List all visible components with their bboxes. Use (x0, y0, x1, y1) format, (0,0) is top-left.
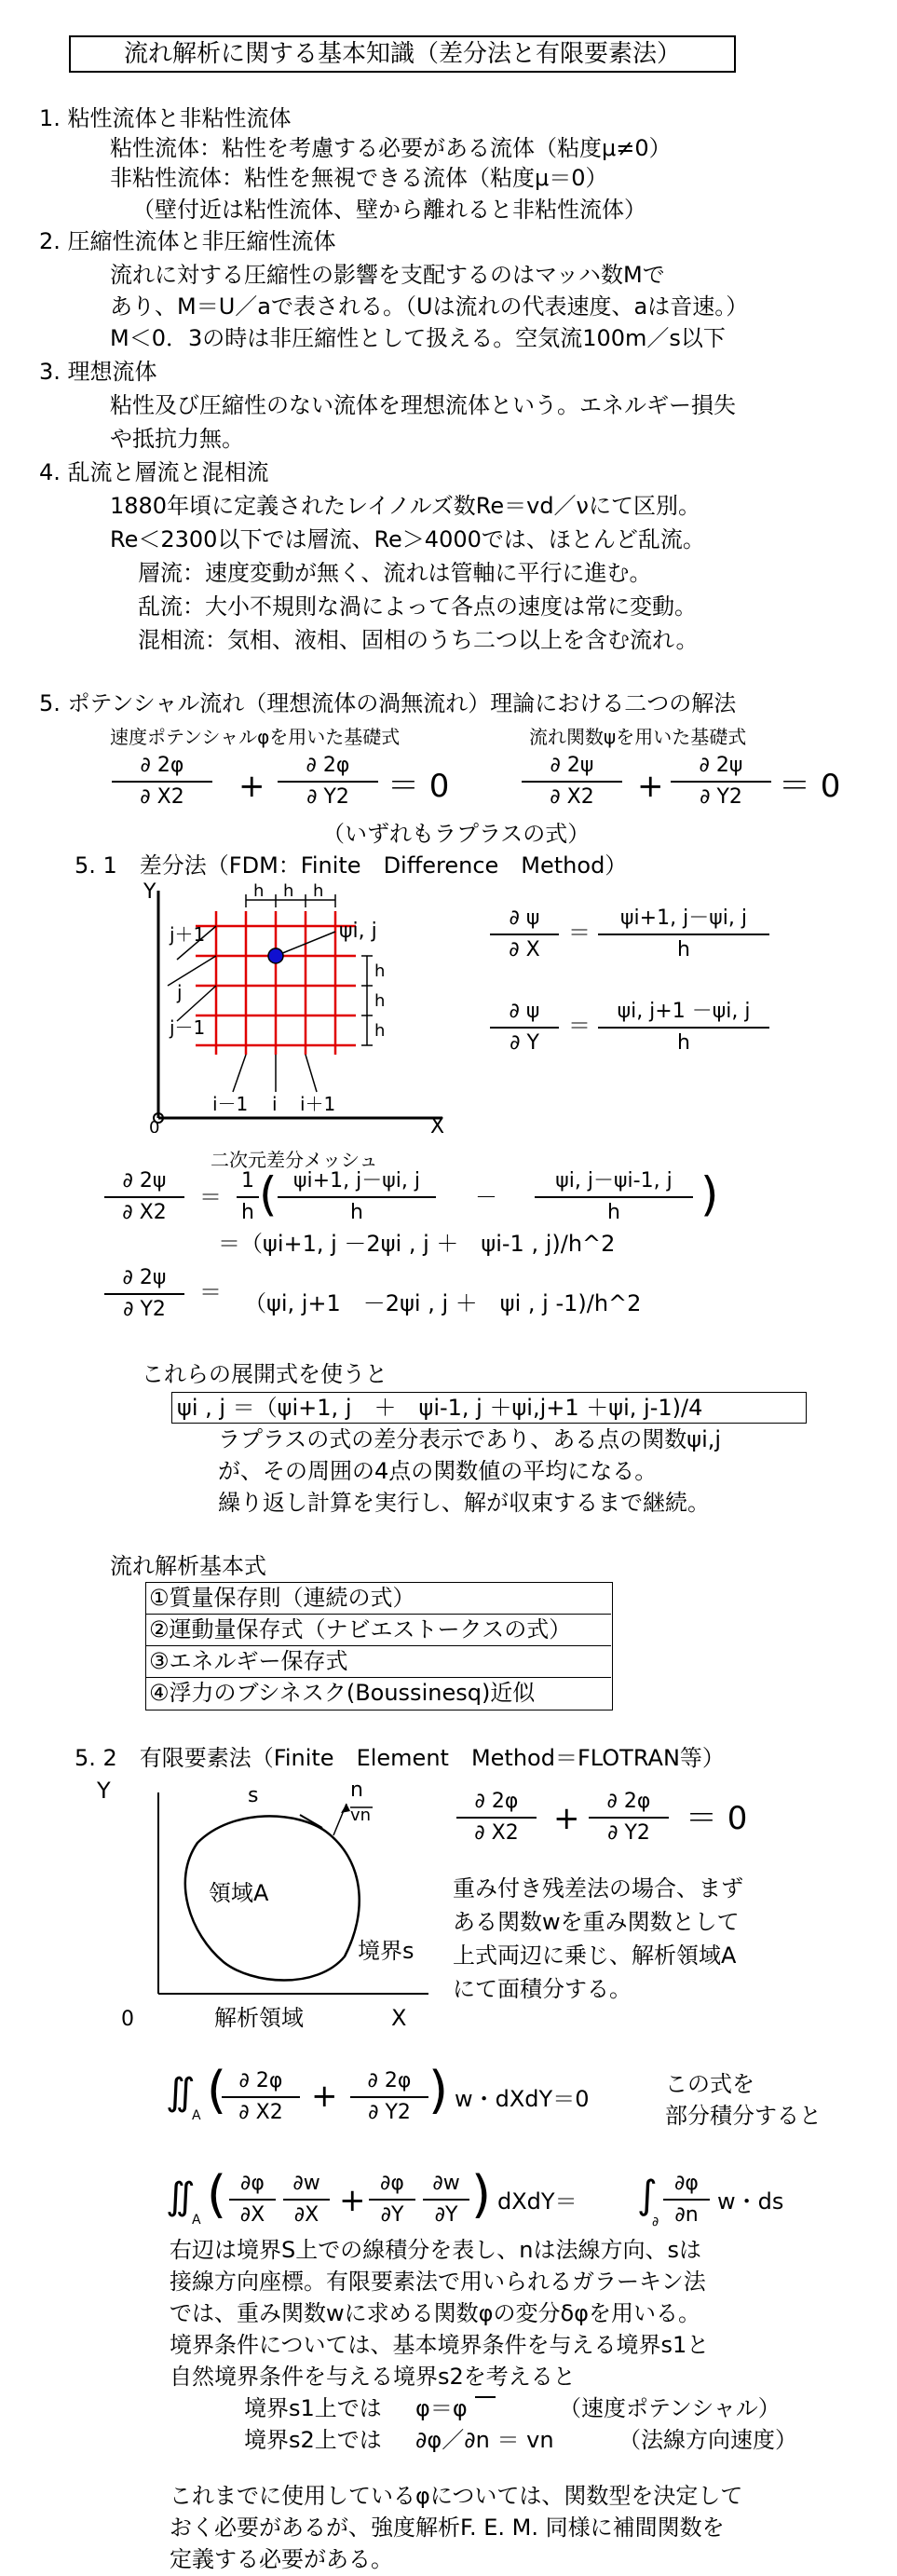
double-integral-symbol: ∬ (166, 2071, 196, 2114)
section-3-line-1: 粘性及び圧縮性のない流体を理想流体という。エネルギー損失 (110, 392, 736, 418)
term-2-denominator: h (607, 1201, 620, 1224)
phi-xx-denominator: ∂ X2 (140, 785, 184, 809)
int-phi-yy-denominator: ∂ Y2 (368, 2101, 411, 2124)
grad-phi-y-denominator: ∂Y (380, 2203, 404, 2227)
section-1-heading: 1. 粘性流体と非粘性流体 (39, 105, 292, 131)
index-leader-lines (168, 926, 335, 1092)
equals-zero: ＝ 0 (387, 768, 450, 805)
double-integral-symbol: ∬ (166, 2175, 196, 2218)
psi-yy-numerator: ∂ 2ψ (699, 754, 743, 777)
dpsi-dy-rhs-numerator: ψi, j+1 －ψi, j (617, 1000, 751, 1023)
integral-2-middle: dXdY＝ (497, 2188, 578, 2215)
analysis-domain-label: 解析領域 (214, 2005, 304, 2031)
grad-phi-y-fraction (369, 2171, 415, 2228)
one-over-h-fraction (237, 1168, 259, 1226)
fem-laplace-y-denominator: ∂ Y2 (607, 1821, 650, 1845)
integral-2-tail: w・ds (717, 2188, 784, 2215)
fem-paragraph-line-2: 接線方向座標。有限要素法で用いられるガラーキン法 (170, 2269, 706, 2295)
dpsi-dy-denominator: ∂ Y (510, 1031, 539, 1055)
d2psi-dx2-fraction (104, 1168, 184, 1226)
boundary-flux-denominator: ∂n (674, 2203, 699, 2227)
phi-yy-fraction (278, 753, 378, 811)
equals-sign: ＝ (568, 1013, 591, 1039)
equals-zero: ＝ 0 (779, 768, 841, 805)
dpsi-dx-rhs-denominator: h (677, 938, 690, 961)
boundary-s2-equation: ∂φ／∂n ＝ vn (415, 2427, 554, 2453)
phi-equation-caption: 速度ポテンシャルφを用いた基礎式 (110, 726, 401, 748)
line-integral-subscript: ∂ (652, 2215, 659, 2229)
int-phi-xx-fraction (222, 2068, 300, 2126)
j-minus-1-label: j－1 (170, 1016, 206, 1039)
psi-xx-denominator: ∂ X2 (550, 785, 594, 809)
section-4-line-3: 層流：速度変動が無く、流れは管軸に平行に進む。 (138, 560, 652, 586)
int-phi-yy-numerator: ∂ 2φ (367, 2069, 412, 2092)
dpsi-dy-fraction (490, 999, 559, 1056)
dpsi-dy-rhs-fraction (598, 999, 769, 1056)
fdm-heading: 5. 1 差分法（FDM：Finite Difference Method） (75, 852, 628, 879)
int-phi-xx-denominator: ∂ X2 (238, 2101, 283, 2124)
integral-1-note-1: この式を (665, 2071, 754, 2097)
fem-axis-x-label: X (391, 2005, 407, 2031)
basic-equations-heading: 流れ解析基本式 (110, 1553, 266, 1579)
plus-sign: + (553, 1800, 580, 1837)
h-label-side-3: h (374, 1021, 386, 1041)
plus-sign: + (637, 768, 664, 805)
boundary-flux-numerator: ∂φ (674, 2172, 699, 2195)
fem-origin-label: 0 (121, 2008, 134, 2031)
int-phi-yy-fraction (350, 2068, 428, 2126)
d2psi-dy2-numerator: ∂ 2ψ (122, 1266, 167, 1289)
basic-item-2: ②運動量保存式（ナビエストークスの式） (149, 1616, 572, 1642)
boundary-s-label: 境界s (358, 1938, 415, 1964)
h-label-side-2: h (374, 991, 386, 1011)
grad-phi-x-denominator: ∂X (239, 2203, 265, 2227)
basic-item-4: ④浮力のブシネスク(Boussinesq)近似 (149, 1680, 536, 1706)
dpsi-dy-numerator: ∂ ψ (509, 1000, 540, 1023)
psi-ij-label: ψi, j (339, 920, 377, 943)
section-1-line-3: （壁付近は粘性流体、壁から離れると非粘性流体） (132, 197, 646, 223)
left-paren: ( (259, 1167, 278, 1221)
mesh-caption: 二次元差分メッシュ (211, 1149, 378, 1171)
vn-label: vn (350, 1806, 372, 1825)
d2psi-dy2-fraction (104, 1265, 184, 1323)
fem-paragraph-line-3: では、重み関数wに求める関数φの変分δφを用いる。 (170, 2300, 700, 2326)
basic-item-3: ③エネルギー保存式 (149, 1648, 348, 1674)
h-label-top-1: h (253, 881, 265, 901)
section-2-line-1: 流れに対する圧縮性の影響を支配するのはマッハ数Mで (110, 262, 665, 288)
fem-paragraph-line-1: 右辺は境界S上での線積分を表し、nは法線方向、sは (170, 2237, 701, 2263)
i-label: i (272, 1093, 278, 1115)
grad-w-y-denominator: ∂Y (434, 2203, 458, 2227)
node-point-ij (268, 948, 283, 963)
h-dimension-marks (246, 894, 373, 1045)
explanation-line-1: ラプラスの式の差分表示であり、ある点の関数ψi,j (218, 1426, 722, 1452)
equals-sign: ＝ (199, 1184, 222, 1210)
integral-2-domain-subscript: A (192, 2213, 201, 2228)
phi-yy-numerator: ∂ 2φ (306, 754, 350, 777)
page-title: 流れ解析に関する基本知識（差分法と有限要素法） (69, 35, 736, 73)
dpsi-dx-rhs-fraction (598, 906, 769, 963)
grad-phi-x-numerator: ∂φ (240, 2172, 265, 2195)
h-denominator: h (241, 1201, 254, 1224)
section-1-line-1: 粘性流体：粘性を考慮する必要がある流体（粘度μ≠0） (110, 135, 672, 161)
h-label-side-1: h (374, 961, 386, 981)
dpsi-dy-rhs-denominator: h (677, 1031, 690, 1055)
fem-axis-y-label: Y (97, 1778, 111, 1804)
section-2-heading: 2. 圧縮性流体と非圧縮性流体 (39, 228, 336, 254)
grad-w-x-fraction (283, 2171, 330, 2228)
d2psi-dx2-denominator: ∂ X2 (122, 1201, 167, 1224)
equals-zero: ＝ 0 (686, 1800, 748, 1837)
domain-a-label: 領域A (209, 1880, 269, 1906)
section-4-heading: 4. 乱流と層流と混相流 (39, 459, 269, 485)
term-2-numerator: ψi, j－ψi-1, j (555, 1169, 673, 1193)
fem-domain-diagram (93, 1770, 438, 2031)
phi-yy-denominator: ∂ Y2 (306, 785, 349, 809)
closing-line-2: おく必要があるが、強度解析F. E. M. 同様に補間関数を (170, 2515, 725, 2541)
fdm-mesh-diagram (140, 881, 456, 1133)
closing-line-3: 定義する必要がある。 (170, 2546, 393, 2572)
section-1-line-2: 非粘性流体：粘性を無視できる流体（粘度μ＝0） (110, 165, 608, 191)
dpsi-dx-denominator: ∂ X (509, 938, 540, 961)
closing-line-1: これまでに使用しているφについては、関数型を決定して (170, 2483, 743, 2509)
h-label-top-3: h (313, 881, 324, 901)
explanation-line-2: が、その周囲の4点の関数値の平均になる。 (218, 1458, 658, 1484)
grad-w-y-fraction (423, 2171, 469, 2228)
phi-xx-numerator: ∂ 2φ (140, 754, 184, 777)
weighted-residual-line-1: 重み付き残差法の場合、まず (453, 1875, 743, 1901)
section-4-line-2: Re＜2300以下では層流、Re＞4000では、ほとんど乱流。 (110, 526, 705, 552)
weighted-residual-line-4: にて面積分する。 (453, 1976, 632, 2002)
d2y-expansion: （ψi, j+1 －2ψi , j ＋ ψi , j -1)/h^2 (244, 1290, 642, 1316)
tangent-s-label: s (248, 1784, 259, 1807)
integral-1-note-2: 部分積分すると (665, 2103, 822, 2129)
fdm-axis-y-label: Y (143, 881, 156, 904)
section-2-line-3: M＜0．3の時は非圧縮性として扱える。空気流100m／s以下 (110, 325, 726, 351)
psi-yy-fraction (671, 753, 771, 811)
boxed-equation: ψi , j ＝（ψi+1, j ＋ ψi-1, j ＋ψi,j+1 ＋ψi, j-1)/4 (177, 1395, 703, 1421)
term-1-fraction (278, 1168, 436, 1226)
d2psi-dy2-denominator: ∂ Y2 (123, 1298, 166, 1321)
fem-laplace-y-numerator: ∂ 2φ (606, 1790, 651, 1813)
minus-sign: － (475, 1184, 497, 1210)
fem-paragraph-line-4: 境界条件については、基本境界条件を与える境界s1と (170, 2332, 710, 2358)
int-phi-xx-numerator: ∂ 2φ (238, 2069, 283, 2092)
d2x-expansion: ＝（ψi+1, j －2ψi , j ＋ ψi-1 , j)/h^2 (218, 1231, 616, 1257)
dpsi-dx-numerator: ∂ ψ (509, 906, 540, 930)
term-1-numerator: ψi+1, j－ψi, j (293, 1169, 420, 1193)
plus-sign: + (238, 768, 265, 805)
psi-xx-fraction (522, 753, 622, 811)
fem-laplace-x-fraction (456, 1789, 537, 1847)
grad-phi-x-fraction (229, 2171, 276, 2228)
plus-sign: + (311, 2078, 338, 2115)
dpsi-dx-fraction (490, 906, 559, 963)
one-numerator: 1 (241, 1169, 254, 1193)
boundary-s2-note: （法線方向速度） (618, 2427, 797, 2453)
normal-n-label: n (350, 1779, 363, 1802)
psi-equation-caption: 流れ関数ψを用いた基礎式 (529, 726, 747, 748)
use-expansion-text: これらの展開式を使うと (142, 1361, 387, 1387)
grad-w-y-numerator: ∂w (432, 2172, 460, 2195)
term-2-fraction (535, 1168, 693, 1226)
j-label: j (177, 981, 183, 1003)
weighted-residual-line-3: 上式両辺に乗じ、解析領域A (453, 1942, 737, 1969)
explanation-line-3: 繰り返し計算を実行し、解が収束するまで継続。 (218, 1490, 710, 1516)
integral-domain-subscript: A (192, 2108, 201, 2123)
fem-laplace-x-numerator: ∂ 2φ (474, 1790, 519, 1813)
dpsi-dx-rhs-numerator: ψi+1, j－ψi, j (620, 906, 747, 930)
boundary-s1-note: （速度ポテンシャル） (559, 2395, 781, 2421)
term-1-denominator: h (350, 1201, 363, 1224)
grad-phi-y-numerator: ∂φ (380, 2172, 404, 2195)
section-4-line-4: 乱流：大小不規則な渦によって各点の速度は常に変動。 (138, 593, 697, 620)
boundary-s2-label: 境界s2上では (244, 2427, 382, 2453)
section-4-line-5: 混相流：気相、液相、固相のうち二つ以上を含む流れ。 (138, 627, 699, 653)
phi-overline (475, 2396, 496, 2398)
line-integral-symbol: ∫ (637, 2172, 658, 2217)
fdm-axis-x-label: X (430, 1115, 445, 1133)
grad-w-x-denominator: ∂X (293, 2203, 319, 2227)
basic-item-1: ①質量保存則（連続の式） (149, 1585, 415, 1611)
section-3-line-2: や抵抗力無。 (110, 426, 244, 452)
i-minus-1-label: i－1 (212, 1093, 249, 1115)
j-plus-1-label: j＋1 (170, 923, 206, 946)
integral-1-tail: w・dXdY＝0 (455, 2086, 590, 2112)
right-paren: ) (700, 1167, 719, 1221)
section-5-heading: 5. ポテンシャル流れ（理想流体の渦無流れ）理論における二つの解法 (39, 690, 737, 716)
fem-paragraph-line-5: 自然境界条件を与える境界s2を考えると (170, 2364, 576, 2390)
plus-sign: + (339, 2182, 366, 2219)
section-2-line-2: あり、M＝U／aで表される。（Uは流れの代表速度、aは音速。） (110, 293, 749, 320)
section-3-heading: 3. 理想流体 (39, 359, 157, 385)
h-label-top-2: h (283, 881, 294, 901)
fdm-origin-label: 0 (149, 1118, 160, 1133)
i-plus-1-label: i＋1 (300, 1093, 336, 1115)
weighted-residual-line-2: ある関数wを重み関数として (453, 1909, 740, 1935)
section-4-line-1: 1880年頃に定義されたレイノルズ数Re＝vd／νにて区別。 (110, 493, 700, 519)
psi-yy-denominator: ∂ Y2 (700, 785, 742, 809)
grad-w-x-numerator: ∂w (292, 2172, 320, 2195)
fem-laplace-x-denominator: ∂ X2 (474, 1821, 519, 1845)
equals-sign: ＝ (568, 920, 591, 946)
equals-sign: ＝ (199, 1279, 222, 1305)
fem-laplace-y-fraction (589, 1789, 669, 1847)
phi-xx-fraction (112, 753, 212, 811)
boundary-s1-equation: φ＝φ (415, 2395, 468, 2421)
laplace-note: （いずれもラプラスの式） (322, 821, 591, 847)
psi-xx-numerator: ∂ 2ψ (550, 754, 594, 777)
fem-heading: 5. 2 有限要素法（Finite Element Method＝FLOTRAN等） (75, 1745, 725, 1771)
boundary-flux-fraction (663, 2171, 710, 2228)
d2psi-dx2-numerator: ∂ 2ψ (122, 1169, 167, 1193)
boundary-s1-label: 境界s1上では (244, 2395, 382, 2421)
